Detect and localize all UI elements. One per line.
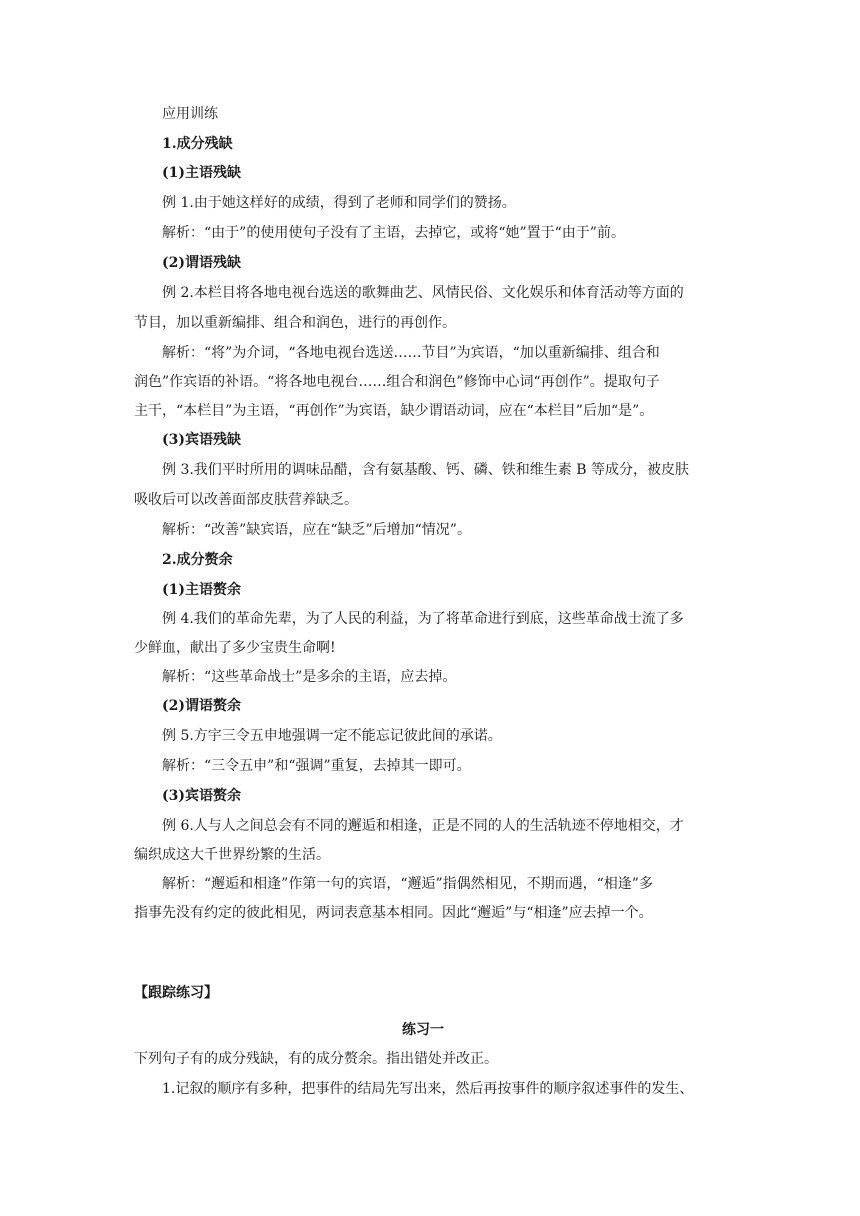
heading-incomplete-components: 1.成分残缺 — [162, 136, 233, 152]
example-6-line-2: 编织成这大千世界纷繁的生活。 — [134, 847, 330, 863]
analysis-3: 解析：“改善”缺宾语，应在“缺乏”后增加“情况”。 — [162, 522, 471, 538]
example-1: 例 1.由于她这样好的成绩，得到了老师和同学们的赞扬。 — [162, 195, 516, 211]
subheading-missing-object: (3)宾语残缺 — [162, 432, 241, 448]
subheading-redundant-subject: (1)主语赘余 — [162, 582, 241, 598]
analysis-2-line-1: 解析：“将”为介词，“各地电视台选送……节目”为宾语，“加以重新编排、组合和 — [162, 345, 660, 361]
example-3-line-1: 例 3.我们平时所用的调味品醋，含有氨基酸、钙、磷、铁和维生素 B 等成分，被皮肤 — [162, 462, 689, 478]
analysis-5: 解析：“三令五申”和“强调”重复，去掉其一即可。 — [162, 758, 471, 774]
analysis-2-line-3: 主干，“本栏目”为主语，“再创作”为宾语，缺少谓语动词，应在“本栏目”后加“是”。 — [134, 403, 654, 419]
analysis-6-line-2: 指事先没有约定的彼此相见，两词表意基本相同。因此“邂逅”与“相逢”应去掉一个。 — [134, 905, 653, 921]
example-6-line-1: 例 6.人与人之间总会有不同的邂逅和相逢，正是不同的人的生活轨迹不停地相交，才 — [162, 818, 684, 834]
section-title: 应用训练 — [162, 106, 218, 122]
subheading-redundant-object: (3)宾语赘余 — [162, 788, 241, 804]
heading-redundant-components: 2.成分赘余 — [162, 552, 233, 568]
example-3-line-2: 吸收后可以改善面部皮肤营养缺乏。 — [134, 492, 358, 508]
example-2-line-2: 节目，加以重新编排、组合和润色，进行的再创作。 — [134, 315, 456, 331]
example-4-line-2: 少鲜血，献出了多少宝贵生命啊! — [134, 640, 336, 656]
tracking-practice-label: 【跟踪练习】 — [134, 985, 218, 1001]
analysis-2-line-2: 润色”作宾语的补语。“将各地电视台……组合和润色”修饰中心词“再创作”。提取句子 — [134, 374, 660, 390]
example-4-line-1: 例 4.我们的革命先辈，为了人民的利益，为了将革命进行到底，这些革命战士流了多 — [162, 611, 684, 627]
analysis-1: 解析：“由于”的使用使句子没有了主语，去掉它，或将“她”置于“由于”前。 — [162, 225, 625, 241]
exercise-instruction: 下列句子有的成分残缺，有的成分赘余。指出错处并改正。 — [134, 1051, 498, 1067]
question-1: 1.记叙的顺序有多种，把事件的结局先写出来，然后再按事件的顺序叙述事件的发生、 — [162, 1081, 694, 1097]
analysis-4: 解析：“这些革命战士”是多余的主语，应去掉。 — [162, 669, 457, 685]
subheading-redundant-predicate: (2)谓语赘余 — [162, 698, 241, 714]
analysis-6-line-1: 解析：“邂逅和相逢”作第一句的宾语，“邂逅”指偶然相见，不期而遇，“相逢”多 — [162, 876, 653, 892]
example-5: 例 5.方宇三令五申地强调一定不能忘记彼此间的承诺。 — [162, 728, 502, 744]
subheading-missing-subject: (1)主语残缺 — [162, 165, 241, 181]
exercise-title: 练习一 — [402, 1022, 444, 1038]
example-2-line-1: 例 2.本栏目将各地电视台选送的歌舞曲艺、风情民俗、文化娱乐和体育活动等方面的 — [162, 285, 684, 301]
subheading-missing-predicate: (2)谓语残缺 — [162, 255, 241, 271]
